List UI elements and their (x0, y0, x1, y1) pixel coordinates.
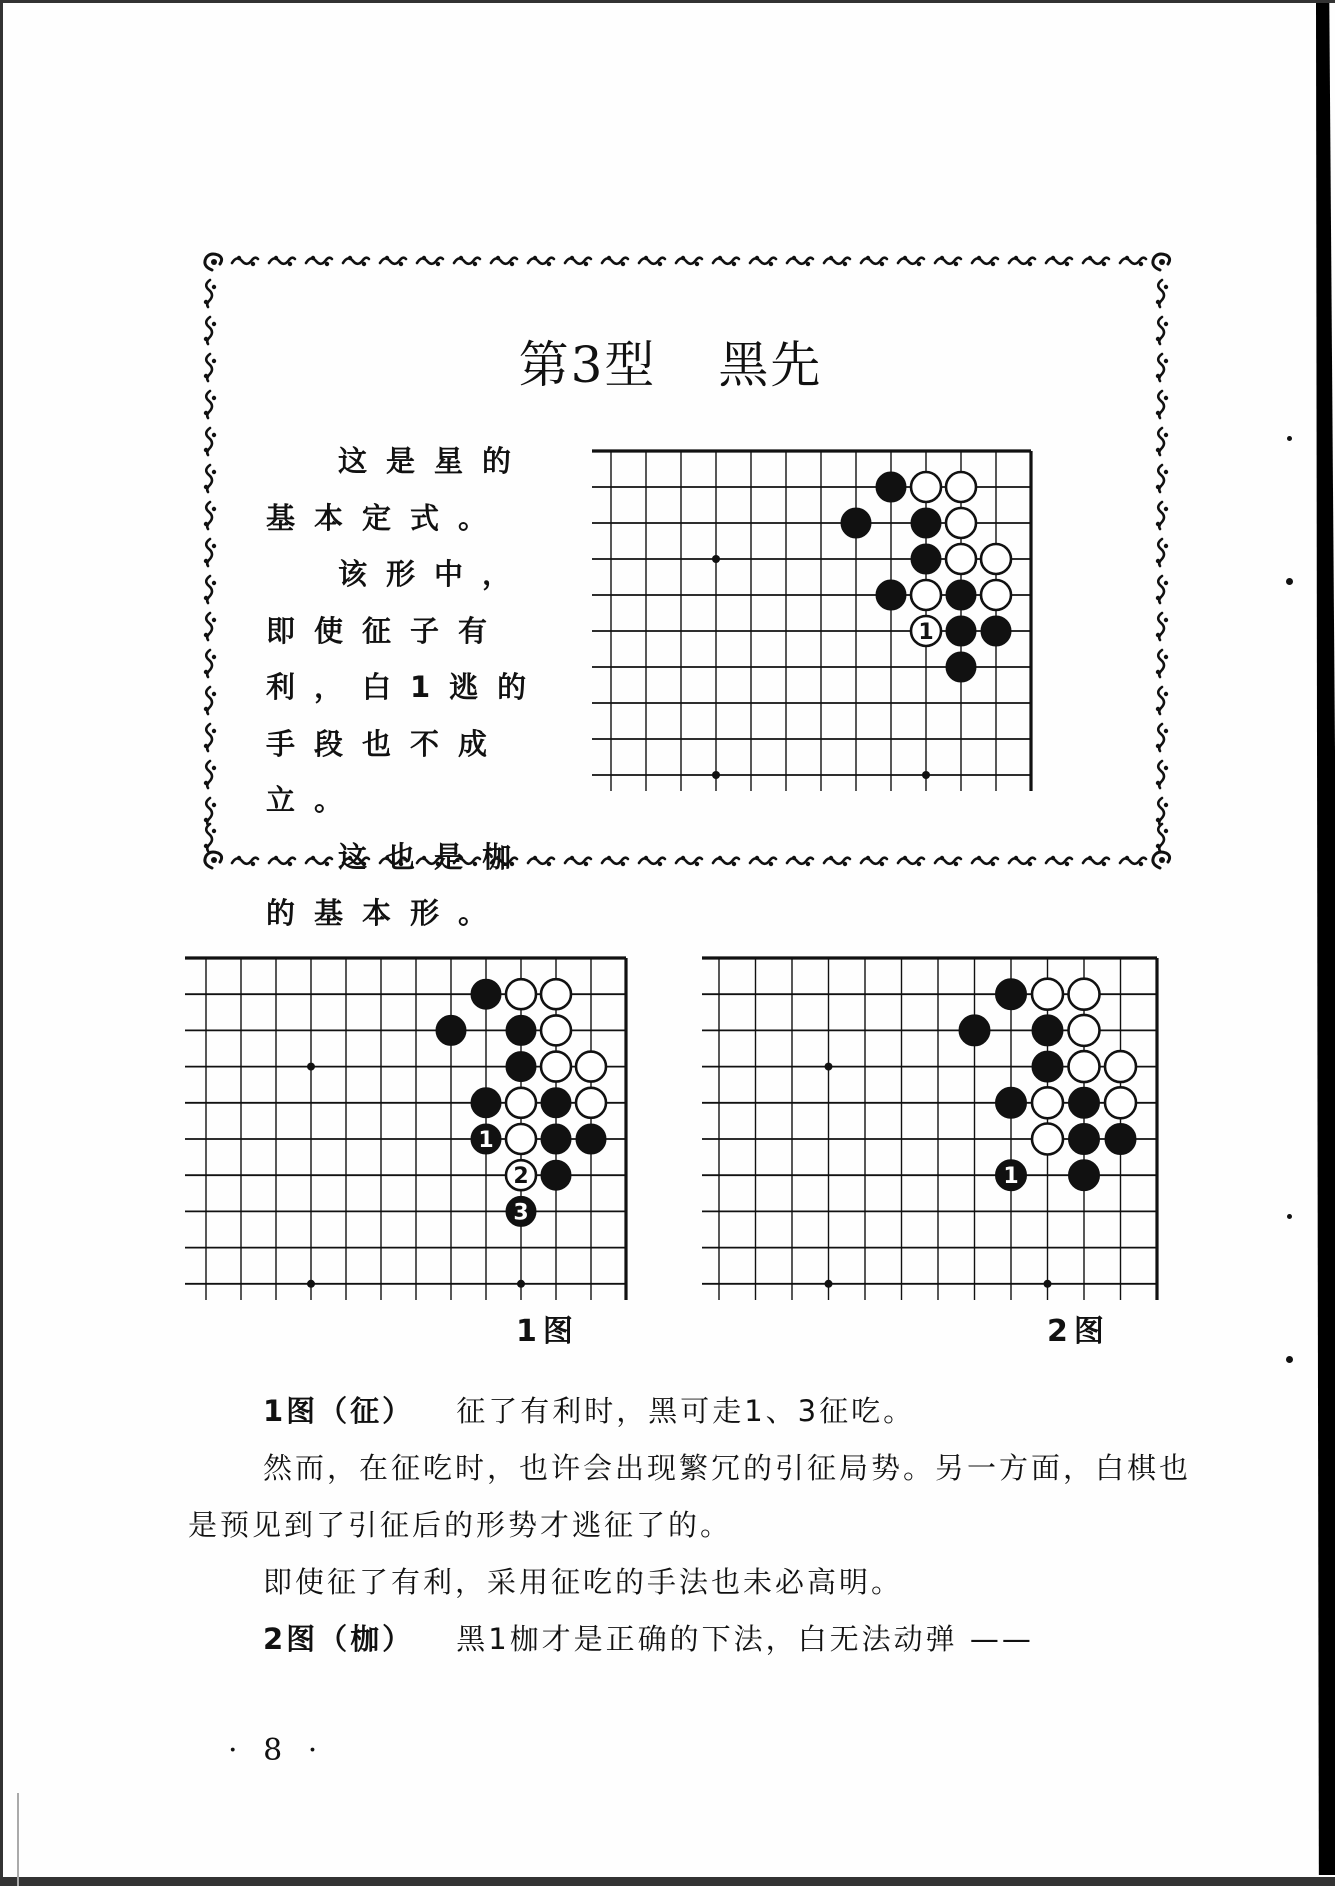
frame-top-edge (205, 254, 1170, 270)
fig1-heading: 1图（征） (263, 1394, 415, 1428)
fig1-explanation: 征了有利时，黑可走1、3征吃。 (456, 1394, 916, 1428)
svg-text:1: 1 (1003, 1164, 1019, 1190)
scan-speck (1287, 436, 1292, 441)
intro-paragraph: 这是星的基本定式。 (266, 444, 531, 535)
go-board-main-diagram (592, 448, 1037, 795)
book-page (3, 3, 1335, 1877)
page-number: · 8 · (228, 1733, 318, 1768)
intro-paragraph: 该形中，即使征子有利，白1逃的手段也不成立。 (266, 557, 546, 817)
body-text (188, 1383, 1198, 1668)
svg-text:1: 1 (478, 1128, 494, 1153)
body-paragraph-fig1 (188, 1383, 1198, 1440)
title-pattern-number: 第3型 (518, 336, 657, 394)
scan-speck (1287, 1214, 1292, 1219)
body-paragraph-fig2 (188, 1611, 1198, 1668)
figure-2-label: 2图 (1047, 1314, 1110, 1349)
go-board-figure-2 (702, 955, 1163, 1304)
svg-text:3: 3 (513, 1200, 529, 1226)
figure-1-label: 1图 (516, 1314, 579, 1349)
go-board-figure-1 (185, 955, 632, 1304)
svg-text:1: 1 (918, 620, 934, 645)
scan-edge-line (17, 1793, 19, 1886)
intro-paragraph: 这也是枷的基本形。 (266, 839, 531, 930)
page-spine-shadow (1316, 3, 1335, 1875)
body-paragraph: 即使征了有利，采用征吃的手法也未必高明。 (263, 1565, 904, 1599)
svg-text:2: 2 (513, 1164, 529, 1190)
scan-speck (1286, 578, 1293, 585)
intro-text (266, 433, 566, 942)
title-black-to-play: 黑先 (718, 336, 823, 394)
page-title (3, 325, 1335, 397)
body-paragraph: 然而，在征吃时，也许会出现繁冗的引征局势。另一方面，白棋也是预见到了引征后的形势才逃征了的。 (188, 1451, 1192, 1542)
fig2-explanation: 黑1枷才是正确的下法，白无法动弹 —— (456, 1622, 1034, 1656)
fig2-heading: 2图（枷） (263, 1622, 415, 1656)
scan-speck (1286, 1356, 1293, 1363)
